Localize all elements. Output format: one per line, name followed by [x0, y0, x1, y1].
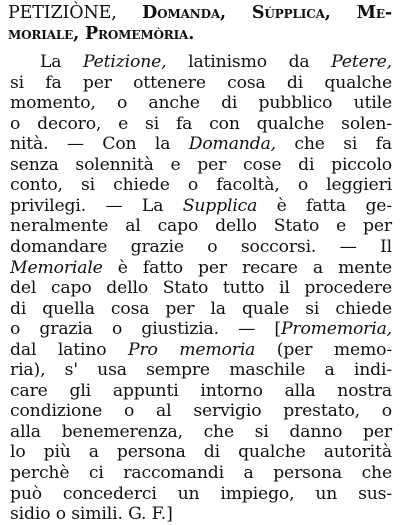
text-segment: La — [40, 52, 83, 72]
entry-text-line — [10, 503, 392, 525]
text-segment: care gli appunti intorno alla nostra — [10, 380, 392, 401]
text-segment: ria), s' usa sempre maschile a indi- — [10, 360, 392, 381]
entry-text-line — [40, 51, 392, 73]
text-segment: è fatta ge- — [257, 195, 392, 216]
text-segment: è fatto per recare a mente — [102, 257, 392, 278]
text-segment: (per memo- — [255, 339, 392, 360]
italic-term: Pro memoria — [128, 339, 256, 360]
text-segment: dal latino — [10, 339, 129, 360]
entry-text-line — [10, 257, 392, 279]
text-segment: domandare grazie o soccorsi. — Il — [10, 237, 392, 257]
entry-text-line — [10, 441, 392, 463]
text-segment: può concederci un impiego, un sus- — [10, 483, 392, 504]
italic-term: Petere, — [331, 52, 392, 72]
text-segment: neralmente al capo dello Stato e per — [10, 216, 392, 237]
entry-text-line — [10, 133, 392, 155]
text-segment: di quella cosa per la quale si chiede — [10, 298, 392, 319]
text-segment: nità. — Con la — [10, 134, 189, 155]
entry-text-line — [10, 462, 392, 484]
entry-text-line — [10, 277, 392, 299]
entry-text-line — [10, 113, 392, 135]
entry-text-line — [10, 195, 392, 217]
entry-text-line — [10, 236, 392, 258]
entry-text-line — [10, 359, 392, 381]
text-segment: senza solennità e per cose di piccolo — [10, 154, 392, 175]
entry-text-line — [10, 380, 392, 402]
text-segment: latinismo da — [166, 52, 332, 72]
entry-text-line — [10, 318, 392, 340]
text-segment: momento, o anche di pubblico utile — [10, 93, 392, 114]
text-segment: o grazia o giustizia. — [ — [10, 319, 281, 340]
text-segment: alla benemerenza, che si danno per — [10, 421, 392, 442]
entry-heading-line — [8, 2, 392, 24]
entry-text-line — [10, 154, 392, 176]
text-segment: privilegi. — La — [10, 195, 183, 216]
entry-text-line — [10, 400, 392, 422]
headword-synonyms: Domanda, Súpplica, Me- — [142, 3, 392, 23]
text-segment: perchè ci raccomandi a persona che — [10, 463, 392, 483]
italic-term: Petizione, — [83, 52, 167, 72]
entry-text-line — [10, 174, 392, 196]
text-segment: sidio o simili. G. F.] — [10, 504, 173, 525]
text-segment: lo più a persona di qualche autorità — [10, 442, 392, 463]
italic-term: Memoriale — [10, 257, 103, 278]
text-segment: o decoro, e si fa con qualche solen- — [10, 113, 392, 134]
entry-text-line — [10, 298, 392, 320]
text-segment: del capo dello Stato tutto il procedere — [10, 278, 392, 299]
text-segment: condizione o al servigio prestato, o — [10, 401, 392, 422]
text-segment: si fa per ottenere cosa di qualche — [10, 72, 392, 93]
text-segment: conto, si chiede o facoltà, o leggieri — [10, 175, 392, 196]
headword: PETIZIÒNE, — [8, 3, 143, 23]
entry-text-line — [10, 483, 392, 505]
text-segment: che si fa — [275, 134, 392, 155]
entry-text-line — [10, 339, 392, 361]
entry-text-line — [10, 215, 392, 237]
headword-synonyms: moriale, Promemòria. — [8, 24, 195, 44]
entry-heading-line — [8, 23, 392, 45]
entry-text-line — [10, 421, 392, 443]
italic-term: Domanda, — [188, 134, 276, 155]
entry-text-line — [10, 92, 392, 114]
italic-term: Supplica — [182, 195, 258, 216]
entry-text-line — [10, 72, 392, 94]
italic-term: Promemoria, — [280, 319, 392, 340]
